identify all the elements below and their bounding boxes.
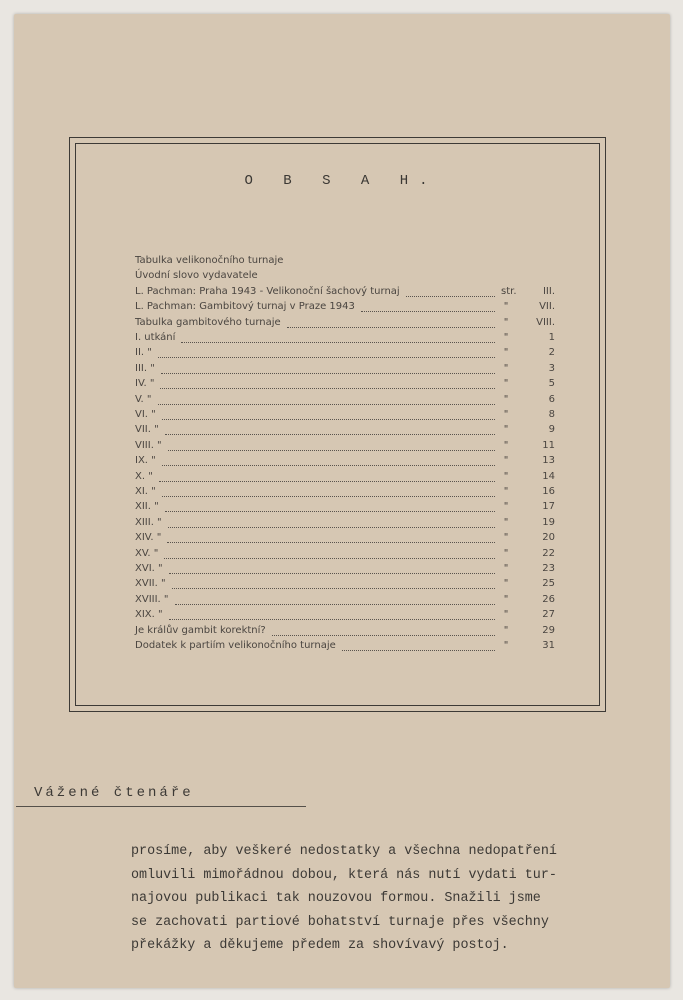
toc-entry-leader-dots xyxy=(406,284,495,297)
toc-entry-label: I. utkání xyxy=(135,332,176,343)
salutation-underline xyxy=(16,806,306,807)
toc-entry-page: 23 xyxy=(542,563,555,574)
toc-entry-ditto: " xyxy=(503,532,509,544)
toc-entry-leader-dots xyxy=(158,345,495,358)
toc-entry-label: L. Pachman: Praha 1943 - Velikonoční šachový turnaj xyxy=(135,285,400,297)
toc-entry-leader-dots xyxy=(361,299,495,312)
toc-entry-page: 1 xyxy=(548,332,555,343)
toc-entry xyxy=(135,576,555,591)
toc-entry xyxy=(135,422,555,437)
toc-entry-leader-dots xyxy=(165,499,495,512)
toc-entry-leader-dots xyxy=(169,607,495,620)
toc-entry-leader-dots xyxy=(159,469,495,482)
toc-entry-leader-dots xyxy=(168,515,495,528)
toc-entry-page: VIII. xyxy=(536,316,555,328)
toc-entry-leader-dots xyxy=(342,638,495,651)
toc-entry-label: XII. " xyxy=(135,501,159,513)
toc-entry-ditto: " xyxy=(503,578,509,590)
toc-entry-page: 20 xyxy=(542,532,555,544)
toc-entry-label: XVI. " xyxy=(135,563,163,574)
letter-line: se zachovati partiové bohatství turnaje přes všechny xyxy=(131,914,549,930)
toc-entry xyxy=(135,623,555,638)
toc-entry-leader-dots xyxy=(272,623,495,636)
toc-entry-page: 6 xyxy=(548,393,555,405)
toc-entry-ditto: " xyxy=(503,378,509,390)
toc-entry-label: III. " xyxy=(135,362,155,374)
toc-entry-page: 17 xyxy=(542,501,555,513)
toc-entry-leader-dots xyxy=(161,361,495,374)
toc-entry-ditto: " xyxy=(503,470,509,482)
toc-entry xyxy=(135,499,555,514)
toc-entry xyxy=(135,376,555,391)
toc-entry-label: VI. " xyxy=(135,409,156,420)
toc-entry-leader-dots xyxy=(287,315,495,328)
toc-entry-leader-dots xyxy=(160,376,495,389)
toc-entry-page: 22 xyxy=(542,547,555,559)
toc-entry-page: 14 xyxy=(542,470,555,482)
toc-entry xyxy=(135,392,555,407)
toc-entry xyxy=(135,407,555,422)
toc-entry xyxy=(135,361,555,376)
toc-entry-leader-dots xyxy=(169,561,495,574)
toc-entry-label: IV. " xyxy=(135,378,155,390)
toc-entry xyxy=(135,607,555,622)
toc-entry-ditto: " xyxy=(503,455,509,467)
toc-entry-ditto: " xyxy=(503,640,509,651)
toc-entry-leader-dots xyxy=(165,422,495,435)
toc-entry-ditto: " xyxy=(503,486,509,497)
toc-entry-page: III. xyxy=(542,285,555,297)
toc-entry-page: 9 xyxy=(548,424,555,436)
toc-entry-ditto: " xyxy=(503,624,509,636)
toc-entry-page: 8 xyxy=(548,409,555,420)
toc-entry xyxy=(135,453,555,468)
toc-entry-ditto: " xyxy=(503,516,509,528)
toc-entry-label: XVII. " xyxy=(135,578,166,590)
toc-entry-label: VII. " xyxy=(135,424,159,436)
toc-entry-leader-dots xyxy=(162,407,495,420)
toc-entry xyxy=(135,253,555,268)
toc-entry-label: VIII. " xyxy=(135,439,162,451)
toc-entry xyxy=(135,299,555,314)
letter-line: překážky a děkujeme předem za shovívavý postoj. xyxy=(131,938,509,953)
toc-entry xyxy=(135,469,555,484)
letter-salutation: Vážené čtenáře xyxy=(34,785,194,801)
toc-entry-page: 29 xyxy=(542,624,555,636)
toc-entry-leader-dots xyxy=(162,453,495,466)
toc-entry-ditto: " xyxy=(503,301,509,313)
toc-entry-page: 2 xyxy=(548,347,555,359)
toc-entry-ditto: " xyxy=(503,362,509,374)
toc-entry-page: 11 xyxy=(542,439,555,451)
letter-line: najovou publikaci tak nouzovou formou. Snažili jsme xyxy=(131,891,541,906)
toc-entry-ditto: " xyxy=(503,332,509,343)
toc-entry-leader-dots xyxy=(162,484,495,497)
toc-entry xyxy=(135,268,555,283)
letter-line: prosíme, aby veškeré nedostatky a všechna nedopatření xyxy=(131,844,557,859)
toc-entry-page: 31 xyxy=(542,640,555,651)
toc-entry xyxy=(135,484,555,499)
toc-entry-ditto: " xyxy=(503,609,509,621)
toc-entry xyxy=(135,330,555,345)
toc-title: O B S A H. xyxy=(244,173,439,189)
toc-entry-label: Dodatek k partiím velikonočního turnaje xyxy=(135,640,336,651)
toc-entry-label: XVIII. " xyxy=(135,593,169,605)
toc-entry-leader-dots xyxy=(175,592,495,605)
toc-entry-ditto: " xyxy=(503,347,509,359)
toc-entry-label: Tabulka velikonočního turnaje xyxy=(135,255,284,266)
toc-entry xyxy=(135,638,555,653)
toc-entry xyxy=(135,530,555,545)
toc-entry-label: X. " xyxy=(135,470,153,482)
toc-entry-page: 26 xyxy=(542,593,555,605)
toc-entry xyxy=(135,315,555,330)
toc-entry-leader-dots xyxy=(168,438,495,451)
toc-entry-ditto: " xyxy=(503,547,509,559)
toc-entry-leader-dots xyxy=(158,392,495,405)
letter-body xyxy=(131,840,661,958)
toc-entry-leader-dots xyxy=(164,546,495,559)
toc-entry-leader-dots xyxy=(181,330,495,343)
toc-entry-ditto: " xyxy=(503,563,509,574)
toc-entry xyxy=(135,345,555,360)
toc-entry xyxy=(135,546,555,561)
toc-entry-label: XIX. " xyxy=(135,609,163,621)
toc-entry-label: Úvodní slovo vydavatele xyxy=(135,270,258,282)
toc-entry-leader-dots xyxy=(172,576,495,589)
toc-entry-label: L. Pachman: Gambitový turnaj v Praze 1943 xyxy=(135,301,355,313)
toc-entry-ditto: " xyxy=(503,439,509,451)
letter-line: omluvili mimořádnou dobou, která nás nutí vydati tur- xyxy=(131,867,557,883)
toc-entry-label: XV. " xyxy=(135,547,159,559)
toc-entry-ditto: " xyxy=(503,316,509,328)
toc-entry-ditto: str. xyxy=(501,285,517,297)
toc-entry-label: XI. " xyxy=(135,486,156,497)
toc-entry-ditto: " xyxy=(503,501,509,513)
toc-entry-ditto: " xyxy=(503,424,509,436)
toc-entry-page: 19 xyxy=(542,516,555,528)
toc-entry-label: II. " xyxy=(135,347,152,359)
toc-entry-page: 3 xyxy=(548,362,555,374)
toc-entry xyxy=(135,438,555,453)
toc-entry xyxy=(135,592,555,607)
toc-entry-page: VII. xyxy=(539,301,555,313)
toc-entry xyxy=(135,561,555,576)
toc-entry-ditto: " xyxy=(503,409,509,420)
toc-entry-page: 5 xyxy=(548,378,555,390)
toc-entry-ditto: " xyxy=(503,593,509,605)
toc-entry-leader-dots xyxy=(167,530,495,543)
toc-entry-label: Tabulka gambitového turnaje xyxy=(135,316,281,328)
toc-entry-page: 13 xyxy=(542,455,555,467)
toc-entry-label: IX. " xyxy=(135,455,156,467)
toc-entry-page: 16 xyxy=(542,486,555,497)
toc-entry-label: XIV. " xyxy=(135,532,162,544)
toc-entry-label: Je králův gambit korektní? xyxy=(135,624,266,636)
toc-entry xyxy=(135,284,555,299)
toc-entry xyxy=(135,515,555,530)
toc-entry-page: 27 xyxy=(542,609,555,621)
toc-entry-ditto: " xyxy=(503,393,509,405)
toc-entry-label: V. " xyxy=(135,393,152,405)
toc-entry-label: XIII. " xyxy=(135,516,162,528)
toc-entry-page: 25 xyxy=(542,578,555,590)
